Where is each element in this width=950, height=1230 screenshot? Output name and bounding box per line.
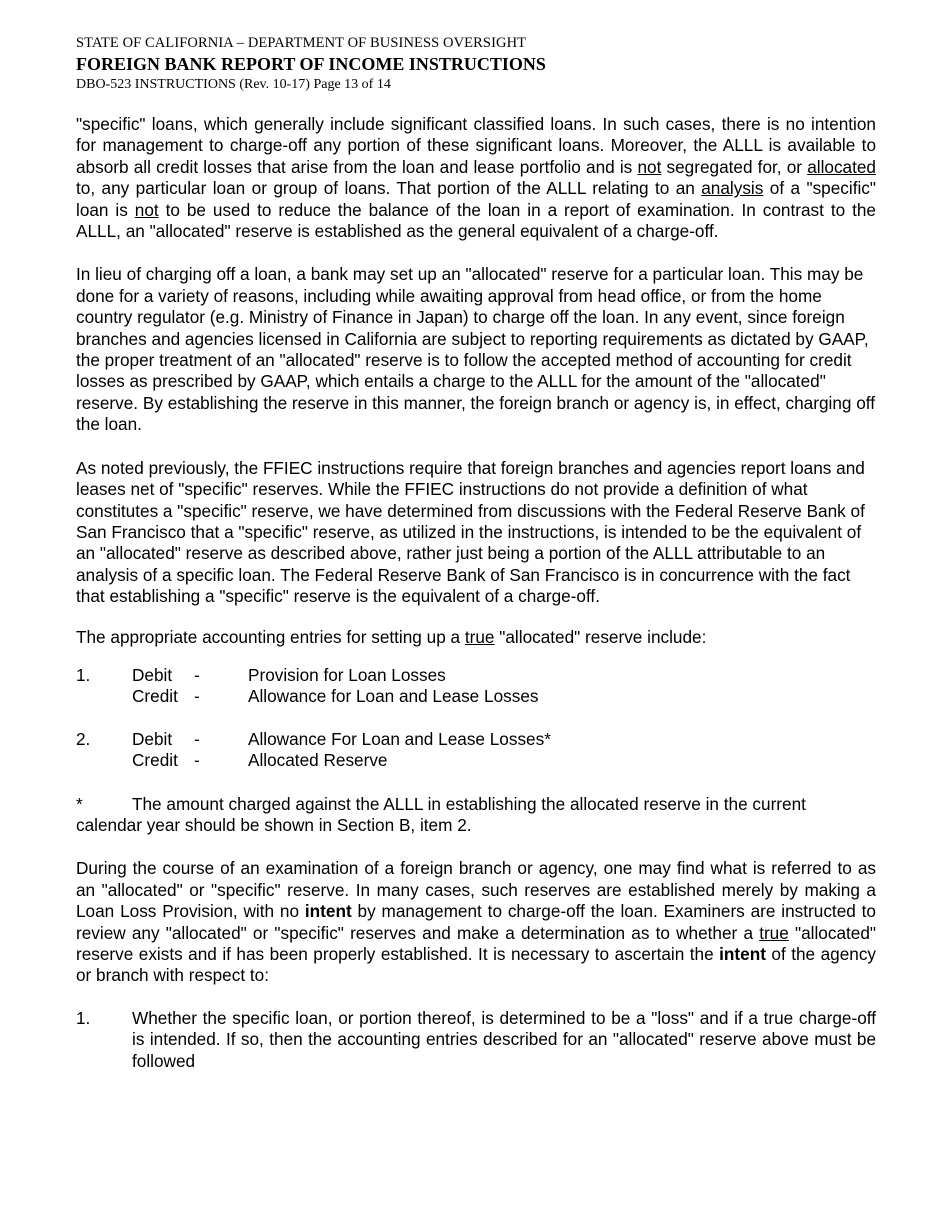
- text-run: During the course of an examination of a foreign branch or agency, one may find what is referred to as an "allocated" or "specific" reserve. In many cases, such reserves are established merely by making a Loan Loss Provision, with no: [76, 858, 876, 922]
- paragraph-allocated-reserve: In lieu of charging off a loan, a bank may set up an "allocated" reserve for a particular loan. This may be done for a variety of reasons, including while awaiting approval from head office, or from the home country regulator (e.g. Ministry of Finance in Japan) to charge off the loan. In any event, since foreign branches and agencies licensed in California are subject to reporting requirements as dictated by GAAP, the proper treatment of an "allocated" reserve is to follow the accepted method of accounting for credit losses as prescribed by GAAP, which entails a charge to the ALLL for the amount of the "allocated" reserve. By establishing the reserve in this manner, the foreign branch or agency is, in effect, charging off the loan.: [76, 264, 876, 435]
- underlined-word: allocated: [807, 156, 876, 177]
- document-body: [76, 114, 876, 1072]
- underlined-word: true: [464, 626, 495, 647]
- text-run: "allocated" reserve exists and if has been properly established. It is necessary to ascertain the: [76, 922, 876, 964]
- list-item: [76, 1008, 876, 1072]
- debit-label: Debit: [132, 664, 173, 685]
- entry-number: 1.: [76, 664, 91, 685]
- entry-dash: -: [194, 728, 200, 749]
- paragraph-ffiec-instructions: As noted previously, the FFIEC instructions require that foreign branches and agencies report loans and leases net of "specific" reserves. While the FFIEC instructions do not provide a definition of what constitutes a "specific" reserve, we have determined from discussions with the Federal Reserve Bank of San Francisco that a "specific" reserve, as utilized in the instructions, is intended to be the equivalent of an "allocated" reserve as described above, rather just being a portion of the ALLL attributable to an analysis of a specific loan. The Federal Reserve Bank of San Francisco is in concurrence with the fact that establishing a "specific" reserve is the equivalent of a charge-off.: [76, 457, 865, 607]
- paragraph-examination: [76, 858, 876, 986]
- debit-account: Allowance For Loan and Lease Losses*: [248, 728, 551, 749]
- credit-account: Allowance for Loan and Lease Losses: [248, 686, 539, 707]
- bold-word: intent: [719, 944, 766, 964]
- entry-dash: -: [194, 750, 200, 771]
- footnote-mark: *: [76, 793, 83, 814]
- underlined-word: not: [134, 199, 159, 220]
- list-text: Whether the specific loan, or portion thereof, is determined to be a "loss" and if a true charge-off is intended. If so, then the accounting entries described for an "allocated" reserve above must be followed: [132, 1007, 876, 1071]
- underlined-word: true: [759, 922, 789, 943]
- text-run: to, any particular loan or group of loans. That portion of the ALLL relating to an: [76, 178, 702, 199]
- agency-line: STATE OF CALIFORNIA – DEPARTMENT OF BUSINESS OVERSIGHT: [76, 35, 527, 51]
- credit-account: Allocated Reserve: [248, 750, 388, 771]
- footnote-first-line: The amount charged against the ALLL in establishing the allocated reserve in the current: [132, 793, 806, 814]
- paragraph-specific-loans: [76, 114, 876, 242]
- debit-account: Provision for Loan Losses: [248, 664, 446, 685]
- debit-label: Debit: [132, 728, 173, 749]
- credit-label: Credit: [132, 750, 178, 771]
- accounting-entry: [76, 665, 876, 708]
- form-revision-page: DBO-523 INSTRUCTIONS (Rev. 10-17) Page 13 of 14: [76, 77, 391, 92]
- text-run: segregated for, or: [661, 156, 808, 177]
- underlined-word: analysis: [701, 178, 764, 199]
- underlined-word: not: [637, 156, 662, 177]
- list-number: 1.: [76, 1007, 91, 1028]
- entry-number: 2.: [76, 728, 91, 749]
- entry-dash: -: [194, 686, 200, 707]
- document-header: [76, 34, 546, 95]
- text-run: to be used to reduce the balance of the loan in a report of examination. In contrast to the ALLL, an "allocated" reserve is established as the general equivalent of a charge-off.: [76, 199, 876, 242]
- entry-dash: -: [194, 664, 200, 685]
- text-run: The appropriate accounting entries for setting up a: [76, 626, 465, 647]
- paragraph-accounting-entries-intro: [76, 627, 876, 648]
- footnote: [76, 794, 876, 815]
- bold-word: intent: [304, 901, 352, 922]
- footnote-continuation: calendar year should be shown in Section B, item 2.: [76, 814, 472, 835]
- text-run: of the agency or branch with respect to:: [76, 944, 877, 986]
- text-run: "specific" loans, which generally include significant classified loans. In such cases, there is no intention for management to charge-off any portion of these significant loans. Moreover, the ALLL is available to absorb all credit losses that arise from the loan and lease portfolio and is: [76, 114, 876, 177]
- text-run: of a "specific" loan is: [76, 178, 876, 220]
- text-run: by management to charge-off the loan. Examiners are instructed to review any "allocated" or "specific" reserves and make a determination as to whether a: [76, 901, 876, 943]
- report-title: FOREIGN BANK REPORT OF INCOME INSTRUCTIONS: [76, 54, 546, 74]
- text-run: "allocated" reserve include:: [494, 626, 707, 647]
- accounting-entry: [76, 729, 876, 772]
- credit-label: Credit: [132, 686, 178, 707]
